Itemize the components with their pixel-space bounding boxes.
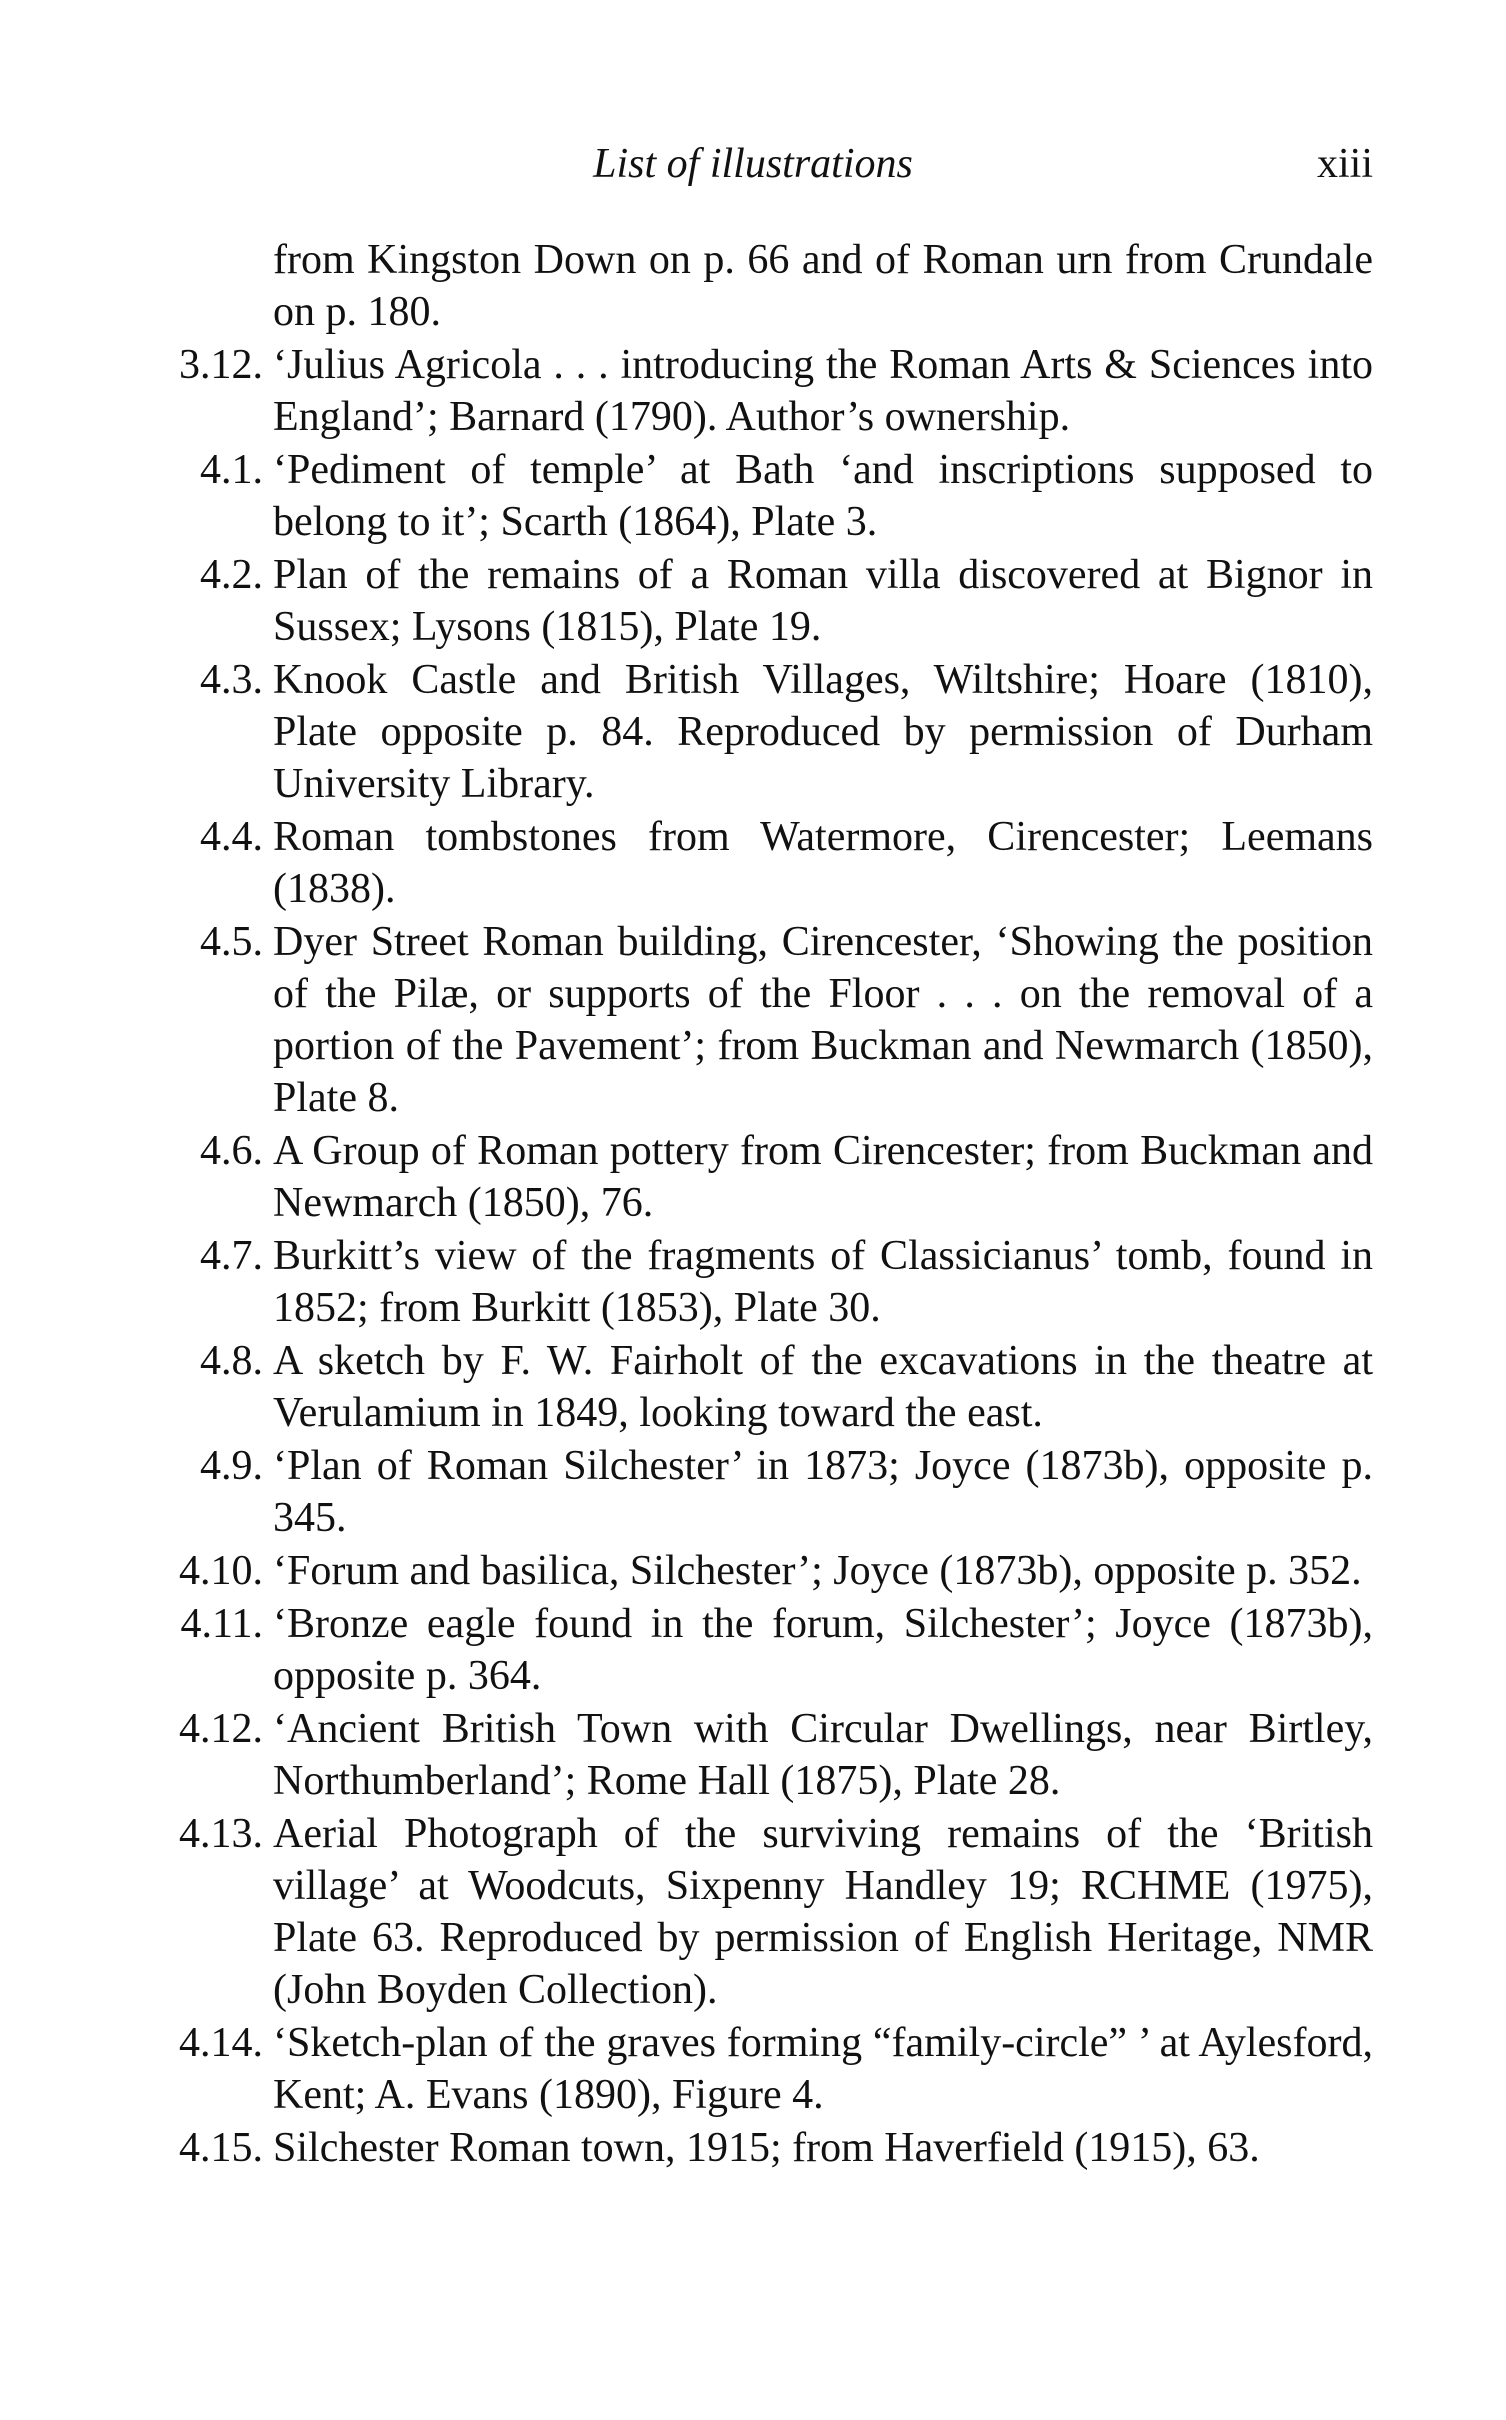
entry-number: 4.4. (200, 814, 263, 860)
entry-number: 4.10. (179, 1548, 263, 1594)
entry-text: Burkitt’s view of the fragments of Classicianus’ tomb, found in 1852; from Burkitt (1853), Plate 30. (273, 1233, 1373, 1331)
list-entry (133, 654, 1373, 810)
list-entry (133, 1598, 1373, 1702)
entry-text: ‘Bronze eagle found in the forum, Silchester’; Joyce (1873b), opposite p. 364. (273, 1601, 1373, 1699)
list-entry (133, 234, 1373, 338)
list-entry (133, 1440, 1373, 1544)
entry-number: 4.5. (200, 919, 263, 965)
list-entry (133, 2017, 1373, 2121)
entry-number: 4.14. (179, 2020, 263, 2066)
list-entry (133, 811, 1373, 915)
running-head (0, 140, 1506, 200)
list-entry (133, 1808, 1373, 2016)
list-entry (133, 916, 1373, 1124)
entry-number: 4.6. (200, 1128, 263, 1174)
entry-number: 4.7. (200, 1233, 263, 1279)
entry-number: 4.1. (200, 447, 263, 493)
entry-number: 4.15. (179, 2125, 263, 2171)
entry-number: 4.11. (180, 1601, 263, 1647)
entry-number: 4.3. (200, 657, 263, 703)
entry-text: ‘Pediment of temple’ at Bath ‘and inscriptions supposed to belong to it’; Scarth (1864), Plate 3. (273, 447, 1373, 545)
entry-text: Dyer Street Roman building, Cirencester, ‘Showing the position of the Pilæ, or supports of the Floor . . . on the removal of a portion of the Pavement’; from Buckman and Newmarch (1850), Plate 8. (273, 919, 1373, 1121)
list-entry (133, 1545, 1373, 1597)
entry-text: A sketch by F. W. Fairholt of the excavations in the theatre at Verulamium in 1849, looking toward the east. (273, 1338, 1373, 1436)
illustration-list (133, 234, 1373, 2175)
entry-text: ‘Forum and basilica, Silchester’; Joyce (1873b), opposite p. 352. (273, 1548, 1362, 1594)
list-entry (133, 1230, 1373, 1334)
entry-text: from Kingston Down on p. 66 and of Roman urn from Crundale on p. 180. (273, 237, 1373, 335)
list-entry (133, 2122, 1373, 2174)
entry-text: Roman tombstones from Watermore, Cirencester; Leemans (1838). (273, 814, 1373, 912)
list-entry (133, 1125, 1373, 1229)
list-entry (133, 1335, 1373, 1439)
entry-text: Aerial Photograph of the surviving remains of the ‘British village’ at Woodcuts, Sixpenny Handley 19; RCHME (1975), Plate 63. Reproduced by permission of English Heritage, NMR (John Boyden Collection). (273, 1811, 1373, 2013)
entry-text: ‘Plan of Roman Silchester’ in 1873; Joyce (1873b), opposite p. 345. (273, 1443, 1373, 1541)
entry-text: ‘Ancient British Town with Circular Dwellings, near Birtley, Northumberland’; Rome Hall (1875), Plate 28. (273, 1706, 1373, 1804)
list-entry (133, 549, 1373, 653)
entry-number: 4.13. (179, 1811, 263, 1857)
entry-text: A Group of Roman pottery from Cirencester; from Buckman and Newmarch (1850), 76. (273, 1128, 1373, 1226)
list-entry (133, 1703, 1373, 1807)
entry-number: 4.2. (200, 552, 263, 598)
entry-number: 4.9. (200, 1443, 263, 1489)
entry-text: ‘Sketch-plan of the graves forming “family-circle” ’ at Aylesford, Kent; A. Evans (1890), Figure 4. (273, 2020, 1373, 2118)
entry-number: 4.12. (179, 1706, 263, 1752)
entry-text: Plan of the remains of a Roman villa discovered at Bignor in Sussex; Lysons (1815), Plate 19. (273, 552, 1373, 650)
page-number: xiii (1316, 141, 1373, 187)
running-title: List of illustrations (593, 141, 913, 187)
entry-number: 3.12. (179, 342, 263, 388)
entry-text: Knook Castle and British Villages, Wiltshire; Hoare (1810), Plate opposite p. 84. Reproduced by permission of Durham University Library. (273, 657, 1373, 807)
entry-text: ‘Julius Agricola . . . introducing the Roman Arts & Sciences into England’; Barnard (1790). Author’s ownership. (273, 342, 1373, 440)
entry-number: 4.8. (200, 1338, 263, 1384)
list-entry (133, 339, 1373, 443)
list-entry (133, 444, 1373, 548)
entry-text: Silchester Roman town, 1915; from Haverfield (1915), 63. (273, 2125, 1260, 2171)
